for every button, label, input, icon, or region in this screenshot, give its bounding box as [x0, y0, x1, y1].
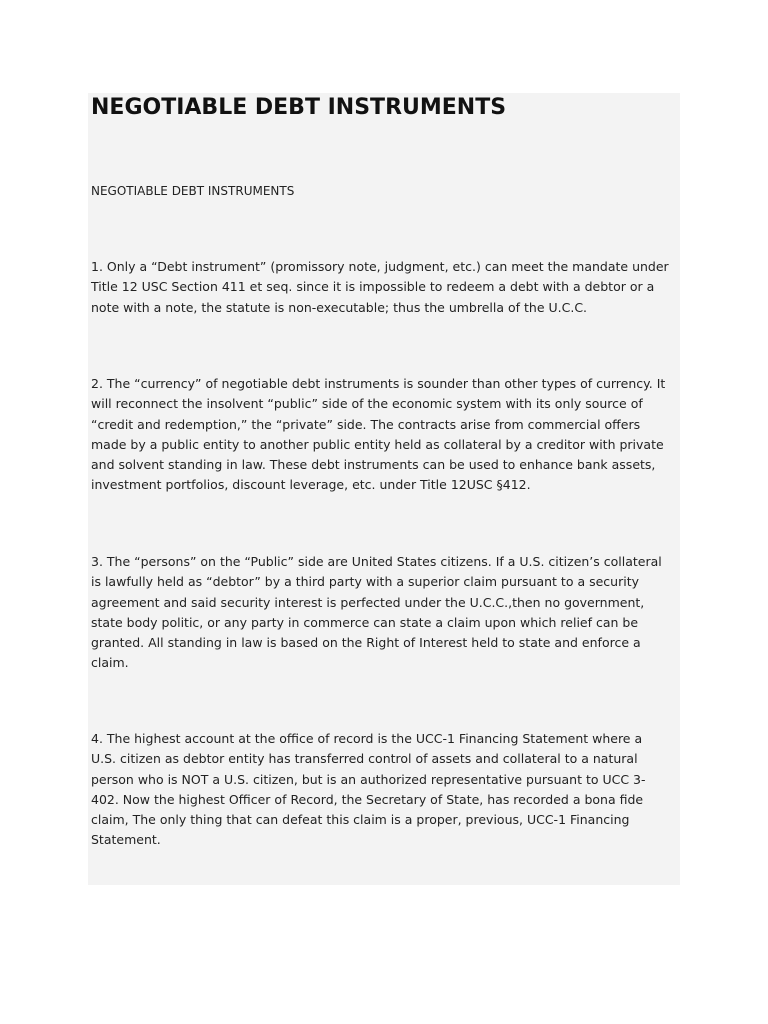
- paragraph-line: granted. All standing in law is based on the Right of Interest held to state and enforce a: [91, 635, 641, 651]
- paragraph-line: 1. Only a “Debt instrument” (promissory note, judgment, etc.) can meet the mandate under: [91, 259, 669, 274]
- document-title: NEGOTIABLE DEBT INSTRUMENTS: [91, 95, 507, 120]
- paragraph-line: 3. The “persons” on the “Public” side are United States citizens. If a U.S. citizen’s collateral: [91, 554, 662, 569]
- paragraph-4: [91, 729, 679, 851]
- document-subtitle: NEGOTIABLE DEBT INSTRUMENTS: [91, 184, 295, 198]
- paragraph-line: claim.: [91, 655, 129, 671]
- paragraph-line: Statement.: [91, 832, 161, 848]
- paragraph-line: Title 12 USC Section 411 et seq. since it is impossible to redeem a debt with a debtor or a: [91, 279, 655, 295]
- paragraph-line: will reconnect the insolvent “public” side of the economic system with its only source of: [91, 396, 643, 412]
- paragraph-line: claim, The only thing that can defeat this claim is a proper, previous, UCC-1 Financing: [91, 812, 630, 828]
- paragraph-line: 2. The “currency” of negotiable debt instruments is sounder than other types of currency. It: [91, 376, 666, 391]
- paragraph-line: investment portfolios, discount leverage, etc. under Title 12USC §412.: [91, 477, 531, 493]
- paragraph-line: person who is NOT a U.S. citizen, but is an authorized representative pursuant to UCC 3-: [91, 771, 646, 787]
- paragraph-line: 402. Now the highest Officer of Record, the Secretary of State, has recorded a bona fide: [91, 791, 644, 807]
- paragraph-line: 4. The highest account at the office of record is the UCC-1 Financing Statement where a: [91, 731, 643, 746]
- paragraph-line: is lawfully held as “debtor” by a third party with a superior claim pursuant to a security: [91, 574, 639, 590]
- paragraph-3: [91, 552, 679, 674]
- paragraph-1: [91, 257, 679, 318]
- paragraph-line: agreement and said security interest is perfected under the U.C.C.,then no government,: [91, 594, 645, 610]
- paragraph-2: [91, 374, 679, 496]
- paragraph-line: U.S. citizen as debtor entity has transferred control of assets and collateral to a natural: [91, 751, 638, 767]
- paragraph-line: “credit and redemption,” the “private” side. The contracts arise from commercial offers: [91, 416, 641, 432]
- paragraph-line: made by a public entity to another public entity held as collateral by a creditor with private: [91, 436, 664, 452]
- paragraph-line: state body politic, or any party in commerce can state a claim upon which relief can be: [91, 614, 639, 630]
- paragraph-line: and solvent standing in law. These debt instruments can be used to enhance bank assets,: [91, 457, 656, 473]
- paragraph-line: note with a note, the statute is non-executable; thus the umbrella of the U.C.C.: [91, 299, 588, 315]
